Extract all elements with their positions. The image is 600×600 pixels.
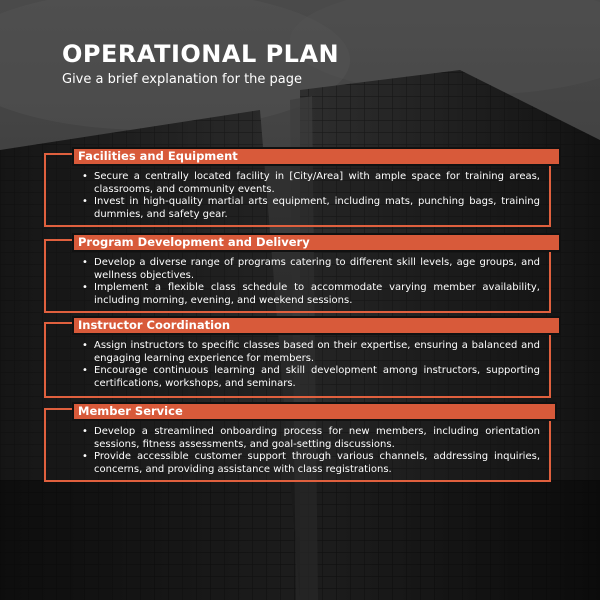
section-member-service [44, 402, 551, 482]
bullet-icon: • [82, 340, 88, 351]
section-heading: Instructor Coordination [72, 316, 561, 335]
list-item: • Implement a flexible class schedule to accommodate varying member availability, including morning, evening, and weekend sessions. [82, 282, 540, 306]
page-subtitle: Give a brief explanation for the page [62, 72, 302, 87]
bullet-icon: • [82, 451, 88, 462]
bullet-icon: • [82, 282, 88, 293]
section-heading: Program Development and Delivery [72, 233, 561, 252]
page-title: OPERATIONAL PLAN [62, 40, 340, 68]
bullet-list [82, 426, 540, 476]
bullet-list [82, 340, 540, 390]
bullet-list [82, 171, 540, 221]
bullet-icon: • [82, 196, 88, 207]
list-item: • Develop a streamlined onboarding process for new members, including orientation sessions, fitness assessments, and goal-setting discussions. [82, 426, 540, 450]
bullet-icon: • [82, 257, 88, 268]
bullet-list [82, 257, 540, 307]
bullet-icon: • [82, 171, 88, 182]
section-heading: Member Service [72, 402, 557, 421]
list-item: • Secure a centrally located facility in [City/Area] with ample space for training areas, classrooms, and community events. [82, 171, 540, 195]
list-item: • Invest in high-quality martial arts equipment, including mats, punching bags, training dummies, and safety gear. [82, 196, 540, 220]
section-facilities-and-equipment [44, 147, 551, 227]
section-heading: Facilities and Equipment [72, 147, 561, 166]
list-item: • Provide accessible customer support through various channels, addressing inquiries, concerns, and providing assistance with class registrations. [82, 451, 540, 475]
list-item: • Assign instructors to specific classes based on their expertise, ensuring a balanced and engaging learning experience for members. [82, 340, 540, 364]
section-instructor-coordination [44, 316, 551, 398]
list-item: • Develop a diverse range of programs catering to different skill levels, age groups, and wellness objectives. [82, 257, 540, 281]
bullet-icon: • [82, 365, 88, 376]
section-program-development [44, 233, 551, 313]
bullet-icon: • [82, 426, 88, 437]
list-item: • Encourage continuous learning and skill development among instructors, supporting certifications, workshops, and seminars. [82, 365, 540, 389]
